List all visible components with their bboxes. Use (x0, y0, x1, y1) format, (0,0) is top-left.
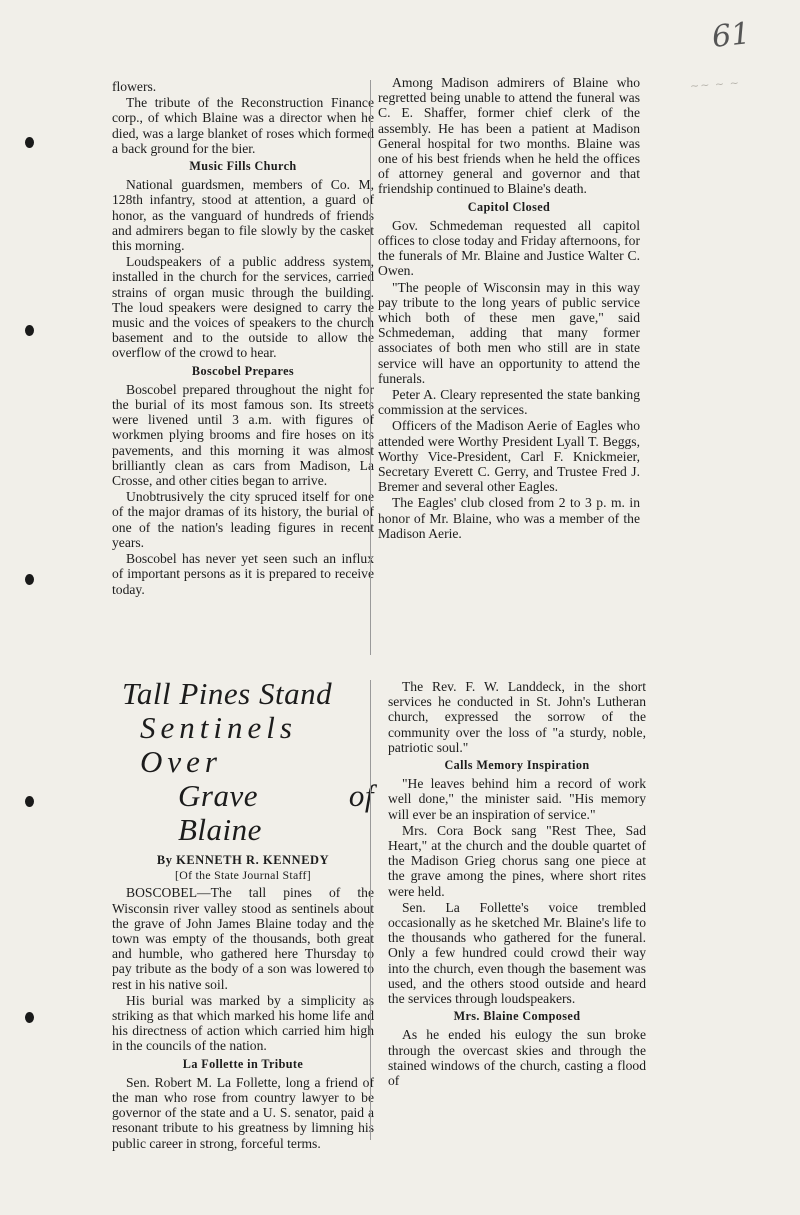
paragraph: Mrs. Cora Bock sang "Rest Thee, Sad Heart," at the church and the double quartet of the Madison Grieg chorus sang one piece at the grave among the pines, where short rites were held. (388, 822, 646, 899)
paragraph: Sen. La Follette's voice trembled occasionally as he sketched Mr. Blaine's life to the thousands who gathered for the funeral. Only a few hundred could crowd their way into the church, even though the basement was used, and the others stood outside and heard the services through loudspeakers. (388, 899, 646, 1007)
subheading-calls-memory-inspiration: Calls Memory Inspiration (444, 758, 590, 773)
subheading-boscobel-prepares: Boscobel Prepares (191, 363, 295, 378)
paragraph: "The people of Wisconsin may in this way pay tribute to the long years of public service which both of these men gave," said Schmedeman, adding that many former associates of both men who still are in state service will have an opportunity to attend the funerals. (378, 279, 640, 386)
binder-hole (25, 137, 34, 148)
paragraph: National guardsmen, members of Co. M, 128th infantry, stood at attention, a guard of honor, as the vanguard of hundreds of friends and admirers began to file slowly by the casket this morning. (112, 177, 374, 254)
paragraph: Loudspeakers of a public address system, installed in the church for the services, carried strains of organ music through the building. The loud speakers were designed to carry the music and the voices of speakers to the church basement and to the outside to allow the overflow of the crowd to hear. (112, 254, 374, 361)
headline-line: Grave of Blaine (178, 778, 374, 847)
byline: By KENNETH R. KENNEDY (156, 853, 330, 867)
handwritten-page-number: 61 (710, 16, 752, 55)
subheading-la-follette-in-tribute: La Follette in Tribute (182, 1056, 304, 1071)
article-right-column (388, 679, 646, 1089)
faint-marking: ~~ ~ ~ (689, 76, 741, 93)
binder-hole (25, 1012, 34, 1023)
paragraph: Unobtrusively the city spruced itself for one of the major dramas of its history, the burial of one of the nation's leading figures in recent years. (112, 489, 374, 550)
paragraph: The Eagles' club closed from 2 to 3 p. m. in honor of Mr. Blaine, who was a member of the Madison Aerie. (378, 495, 640, 541)
paragraph: "He leaves behind him a record of work well done," the minister said. "His memory will ever be an inspiration of service." (388, 776, 646, 822)
headline-line: Tall Pines Stand (122, 676, 333, 711)
paragraph: Officers of the Madison Aerie of Eagles who attended were Worthy President Lyall T. Beggs, Worthy Vice-President, Carl F. Knickmeier, Secretary Everett C. Gerry, and Trustee Fred J. Bremer and several other Eagles. (378, 418, 640, 495)
paragraph: Boscobel prepared throughout the night for the burial of its most famous son. Its streets were livened until 3 a.m. with figures of workmen plying brooms and fire hoses on its pavements, and this morning it was almost brilliantly clean as cars from Madison, La Crosse, and other cities began to arrive. (112, 381, 374, 489)
subheading-music-fills-church: Music Fills Church (189, 159, 297, 174)
subheading-capitol-closed: Capitol Closed (467, 199, 551, 214)
column-rule (370, 680, 371, 1140)
paragraph: Peter A. Cleary represented the state banking commission at the services. (378, 387, 640, 418)
binder-hole (25, 796, 34, 807)
top-left-column (112, 79, 374, 598)
binder-hole (25, 325, 34, 336)
paragraph: The tribute of the Reconstruction Finance corp., of which Blaine was a director when he died, was a large blanket of roses which formed a back ground for the bier. (112, 95, 374, 156)
paragraph: The Rev. F. W. Landdeck, in the short services he conducted in St. John's Lutheran church, expressed the sorrow of the community over the loss of "a sturdy, noble, patriotic soul." (388, 679, 646, 755)
paragraph: Among Madison admirers of Blaine who regretted being unable to attend the funeral was C. E. Shaffer, former chief clerk of the assembly. He has been a patient at Madison General hospital for two months. Blaine was one of his best friends when he held the offices of attorney general and governor and that friendship continued to Blaine's death. (378, 75, 640, 197)
paragraph: Sen. Robert M. La Follette, long a friend of the man who rose from country lawyer to be governor of the state and a U. S. senator, paid a resonant tribute to his greatness by limning his public career in strong, forceful terms. (112, 1074, 374, 1151)
headline (112, 677, 374, 847)
paragraph: As he ended his eulogy the sun broke through the overcast skies and through the stained windows of the church, casting a flood of (388, 1027, 646, 1089)
paragraph: BOSCOBEL—The tall pines of the Wisconsin river valley stood as sentinels about the grave of John James Blaine today and the town was empty of the thousands, both great and humble, who gathered here Thursday to pay tribute as the body of a son was lowered to rest in his native soil. (112, 885, 374, 992)
paragraph: flowers. (112, 79, 157, 94)
paragraph: Boscobel has never yet seen such an influx of important persons as it is prepared to receive today. (112, 551, 374, 597)
paragraph: His burial was marked by a simplicity as striking as that which marked his home life and his directness of action which carried him high in the councils of the nation. (112, 992, 374, 1054)
paragraph: Gov. Schmedeman requested all capitol offices to close today and Friday afternoons, for the funerals of Mr. Blaine and Justice Walter C. Owen. (378, 217, 640, 279)
article-left-column (112, 677, 374, 1152)
staff-credit: [Of the State Journal Staff] (175, 868, 311, 883)
headline-line: Sentinels Over (140, 710, 297, 779)
top-right-column (378, 75, 640, 542)
column-rule (370, 80, 371, 655)
subheading-mrs-blaine-composed: Mrs. Blaine Composed (453, 1009, 581, 1024)
binder-hole (25, 574, 34, 585)
